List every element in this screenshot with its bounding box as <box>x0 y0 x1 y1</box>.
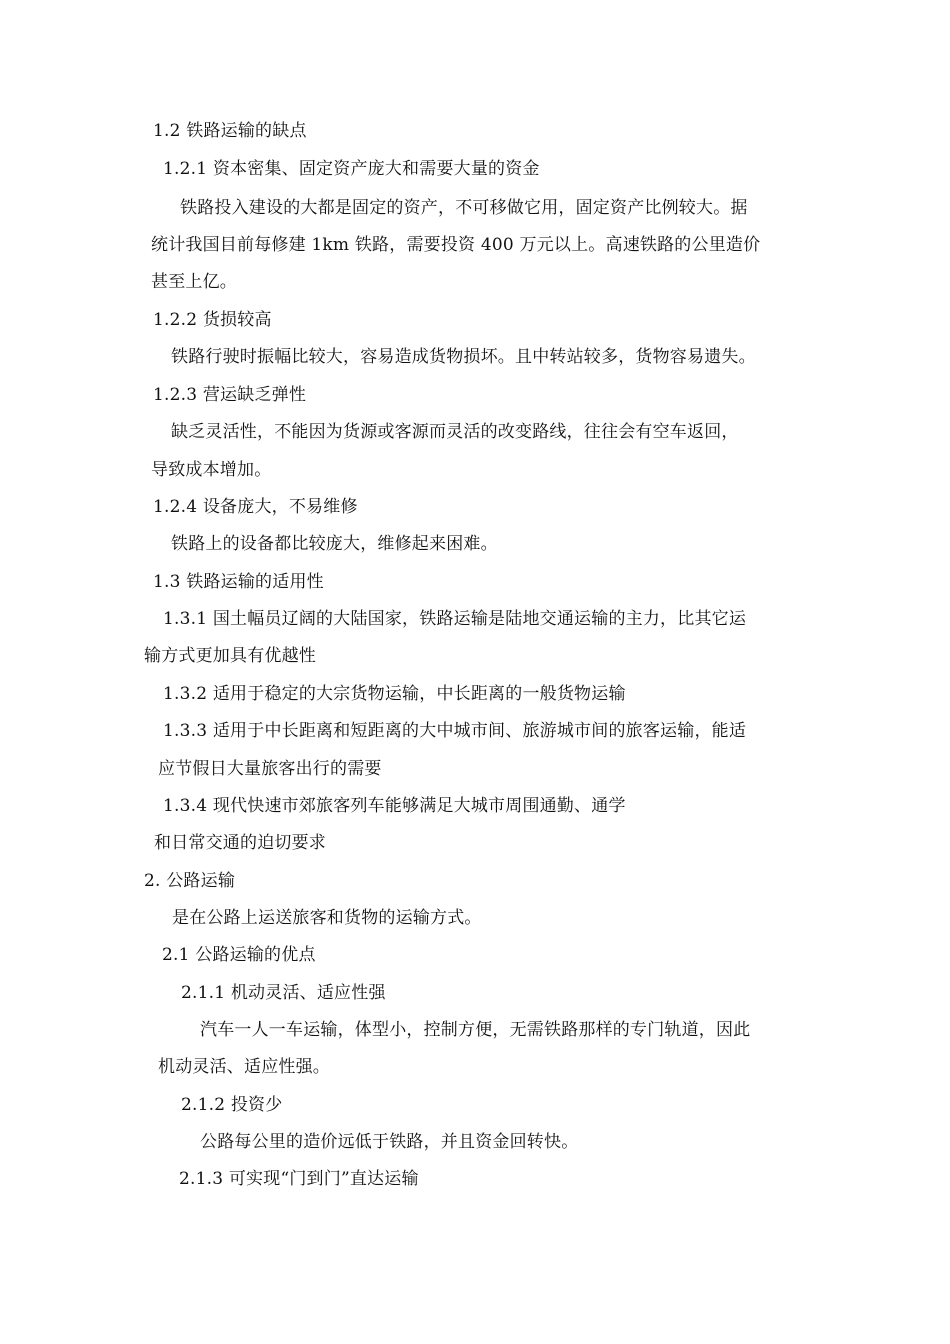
heading-1-2-4: 1.2.4 设备庞大，不易维修 <box>153 497 358 517</box>
paragraph-line: 机动灵活、适应性强。 <box>158 1057 330 1077</box>
heading-1-3-3: 1.3.3 适用于中长距离和短距离的大中城市间、旅游城市间的旅客运输，能适 <box>163 721 747 741</box>
heading-1-3-1: 1.3.1 国土幅员辽阔的大陆国家，铁路运输是陆地交通运输的主力，比其它运 <box>163 609 747 629</box>
heading-1-3: 1.3 铁路运输的适用性 <box>153 572 324 592</box>
heading-1-2: 1.2 铁路运输的缺点 <box>153 121 307 141</box>
heading-2: 2. 公路运输 <box>144 871 236 891</box>
paragraph-line: 铁路投入建设的大都是固定的资产，不可移做它用，固定资产比例较大。据 <box>180 198 748 218</box>
heading-1-2-1: 1.2.1 资本密集、固定资产庞大和需要大量的资金 <box>163 159 540 179</box>
paragraph-line: 和日常交通的迫切要求 <box>154 833 326 853</box>
paragraph-line: 输方式更加具有优越性 <box>144 646 316 666</box>
paragraph-line: 缺乏灵活性，不能因为货源或客源而灵活的改变路线，往往会有空车返回， <box>171 422 739 442</box>
paragraph-line: 统计我国目前每修建 1km 铁路，需要投资 400 万元以上。高速铁路的公里造价 <box>151 235 761 255</box>
heading-2-1: 2.1 公路运输的优点 <box>162 945 316 965</box>
paragraph-line: 铁路上的设备都比较庞大，维修起来困难。 <box>171 534 498 554</box>
heading-1-2-3: 1.2.3 营运缺乏弹性 <box>153 385 307 405</box>
paragraph-line: 铁路行驶时振幅比较大，容易造成货物损坏。且中转站较多，货物容易遗失。 <box>171 347 756 367</box>
heading-1-3-4: 1.3.4 现代快速市郊旅客列车能够满足大城市周围通勤、通学 <box>163 796 626 816</box>
heading-2-1-2: 2.1.2 投资少 <box>181 1095 283 1115</box>
heading-2-1-3: 2.1.3 可实现“门到门”直达运输 <box>179 1169 419 1189</box>
heading-1-3-2: 1.3.2 适用于稳定的大宗货物运输，中长距离的一般货物运输 <box>163 684 626 704</box>
paragraph-line: 应节假日大量旅客出行的需要 <box>158 759 382 779</box>
heading-2-1-1: 2.1.1 机动灵活、适应性强 <box>181 983 386 1003</box>
paragraph-line: 是在公路上运送旅客和货物的运输方式。 <box>172 908 482 928</box>
paragraph-line: 汽车一人一车运输，体型小，控制方便，无需铁路那样的专门轨道，因此 <box>200 1020 751 1040</box>
heading-1-2-2: 1.2.2 货损较高 <box>153 310 272 330</box>
paragraph-line: 导致成本增加。 <box>151 460 272 480</box>
paragraph-line: 公路每公里的造价远低于铁路，并且资金回转快。 <box>200 1132 579 1152</box>
paragraph-line: 甚至上亿。 <box>151 272 237 292</box>
